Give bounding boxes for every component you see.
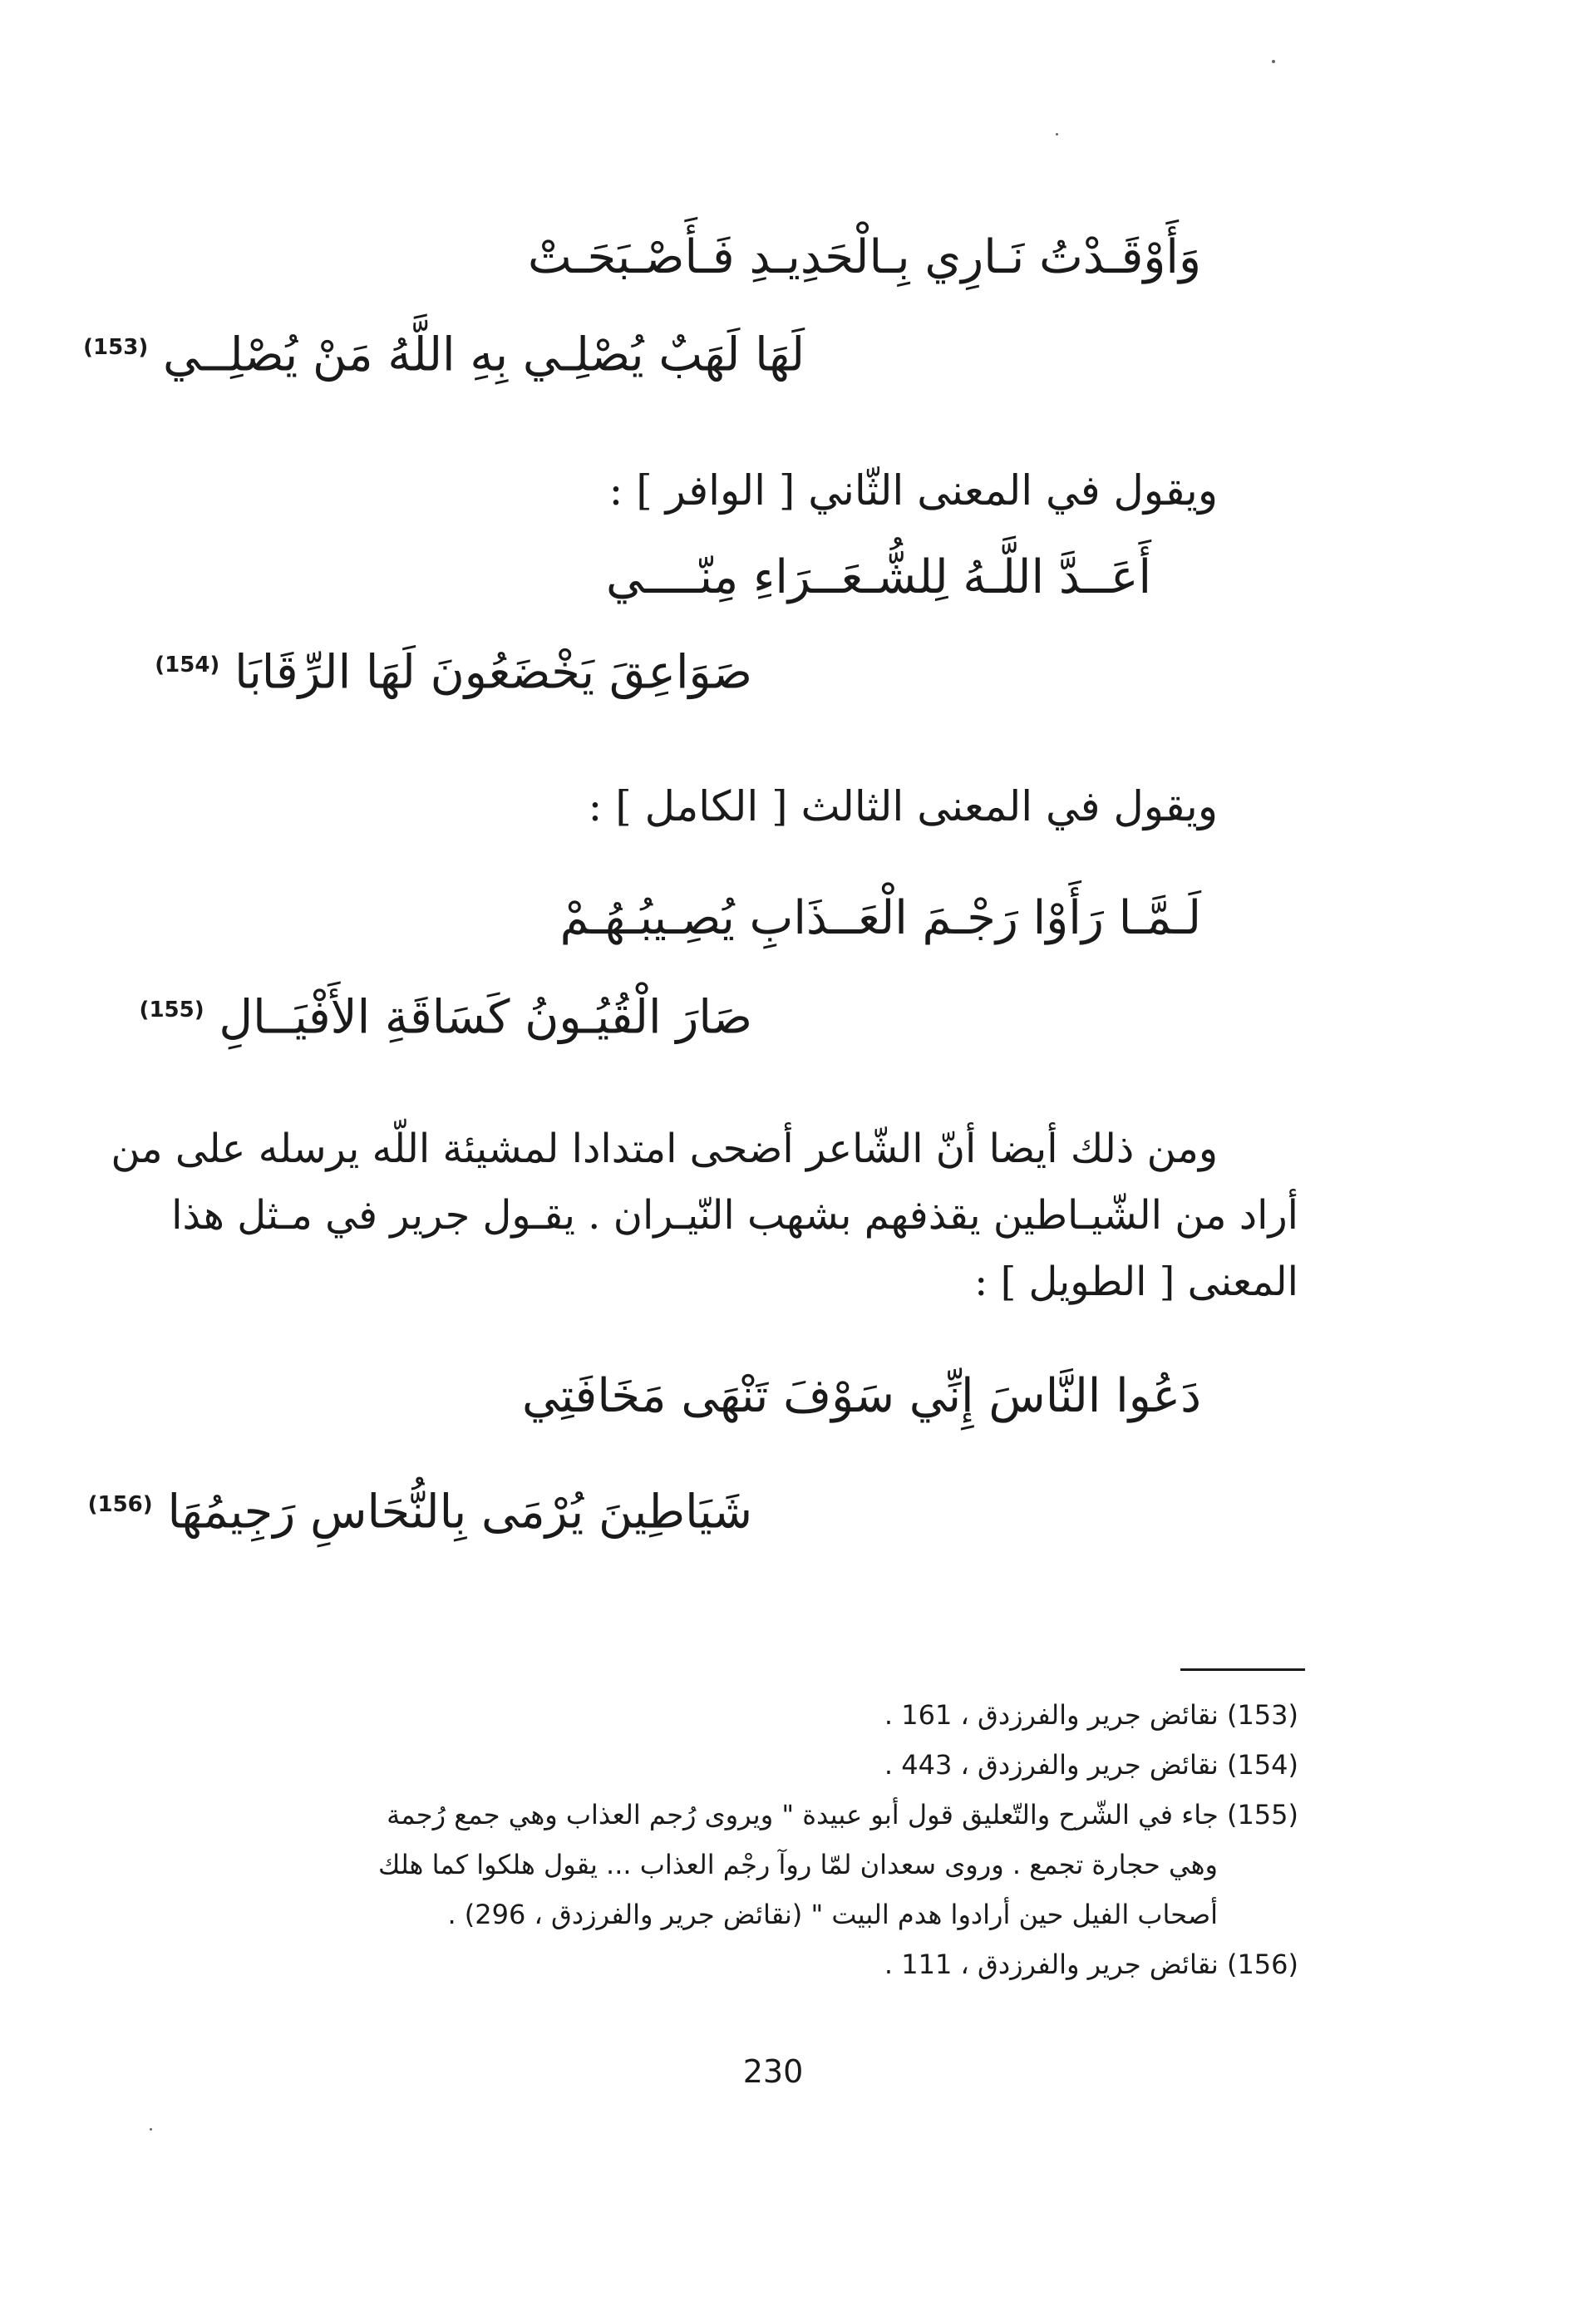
poem2-line2 [155,632,752,707]
poem4-line2-text: شَيَاطِينَ يُرْمَى بِالنُّحَاسِ رَجِيمُهَا [167,1485,752,1540]
poem1-line2-text: لَهَا لَهَبٌ يُصْلِـي بِهِ اللَّهُ مَنْ يُصْلِــي [163,328,805,382]
poem1-line1: وَأَوْقَـدْتُ نَـارِي بِـالْحَدِيـدِ فَـأَصْـبَحَـتْ [528,230,1201,284]
paragraph-line1: ومن ذلك أيضا أنّ الشّاعر أضحى امتدادا لمشيئة اللّه يرسله على من [111,1126,1218,1172]
footnote-ref-154: (154) [155,653,220,677]
footnote-ref-155: (155) [139,998,204,1022]
intro-second-meaning: ويقول في المعنى الثّاني [ الوافر ] : [608,466,1218,515]
scan-speck [150,2128,152,2131]
scan-speck [1056,133,1058,135]
paragraph-line3: المعنى [ الطويل ] : [974,1259,1298,1305]
poem4-line1: دَعُوا النَّاسَ إِنِّي سَوْفَ تَنْهَى مَخَافَتِي [521,1369,1201,1423]
footnote-divider [1180,1668,1305,1671]
paragraph-line2: أراد من الشّيـاطين يقذفهم بشهب النّيـران . يقـول جرير في مـثل هذا [171,1192,1298,1239]
footnote-ref-156: (156) [87,1492,153,1517]
poem4-line2 [88,1471,752,1546]
poem2-line2-text: صَوَاعِقَ يَخْضَعُونَ لَهَا الرِّقَابَا [234,645,752,700]
footnote-154: (154) نقائض جرير والفرزدق ، 443 . [884,1749,1298,1781]
poem3-line2 [140,977,752,1052]
poem3-line1: لَـمَّـا رَأَوْا رَجْـمَ الْعَــذَابِ يُصِـيبُـهُـمْ [559,891,1201,945]
footnote-153: (153) نقائض جرير والفرزدق ، 161 . [884,1699,1298,1731]
footnote-155-line3: أصحاب الفيل حين أرادوا هدم البيت " (نقائض جرير والفرزدق ، 296) . [447,1899,1218,1930]
footnote-155-line1: (155) جاء في الشّرح والتّعليق قول أبو عبيدة " ويروى رُجم العذاب وهي جمع رُجمة [387,1799,1298,1830]
poem2-line1: أَعَــدَّ اللَّـهُ لِلشُّـعَــرَاءِ مِنّــــي [606,550,1151,604]
footnote-ref-153: (153) [83,335,149,360]
footnote-156: (156) نقائض جرير والفرزدق ، 111 . [884,1949,1298,1980]
intro-third-meaning: ويقول في المعنى الثالث [ الكامل ] : [588,782,1218,830]
page-number: 230 [742,2053,804,2090]
poem1-line2 [83,314,805,389]
scan-speck [1272,60,1275,63]
poem3-line2-text: صَارَ الْقُيُـونُ كَسَاقَةِ الأَفْيَــالِ [219,990,752,1045]
footnote-155-line2: وهي حجارة تجمع . وروى سعدان لمّا روآ رجْم العذاب ... يقول هلكوا كما هلك [377,1849,1218,1880]
